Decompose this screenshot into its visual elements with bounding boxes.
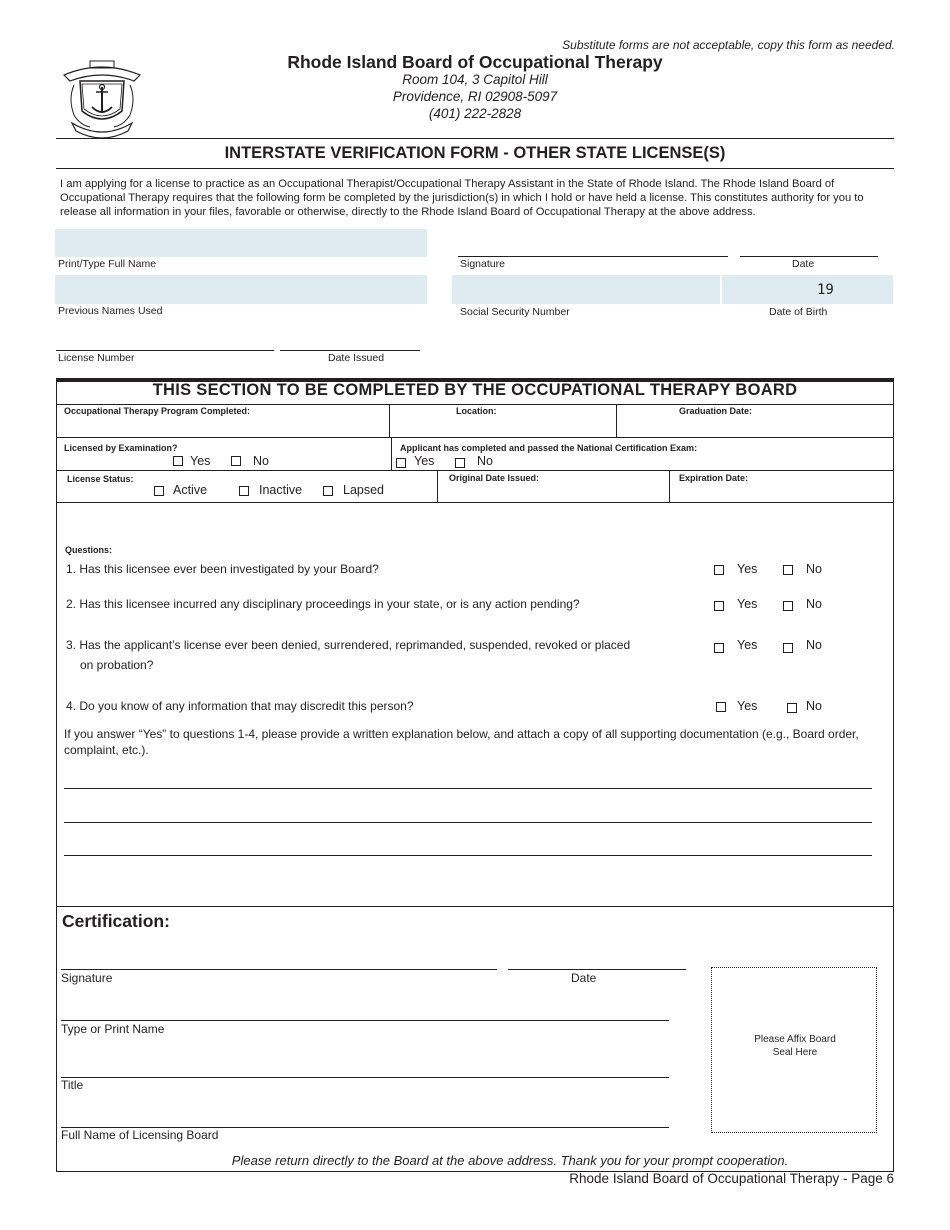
status-active-label: Active <box>173 483 208 497</box>
cert-name-label: Type or Print Name <box>61 1022 165 1036</box>
license-status-label: License Status: <box>67 474 134 484</box>
title-bottom-rule <box>56 168 894 169</box>
signature-label: Signature <box>460 258 505 270</box>
row3-divider-2 <box>669 470 670 502</box>
row2-divider <box>391 437 392 470</box>
cert-title-label: Title <box>61 1078 84 1092</box>
cert-date-label: Date <box>571 971 597 985</box>
question-1-text: 1. Has this licensee ever been investigated by your Board? <box>66 562 379 576</box>
page-footer-label: Rhode Island Board of Occupational Therapy - Page 6 <box>569 1171 894 1186</box>
q4-no-label: No <box>806 699 822 713</box>
row3-bottom-rule <box>56 502 894 503</box>
address-line-1: Room 104, 3 Capitol Hill <box>402 72 548 87</box>
national-exam-no-checkbox[interactable] <box>455 458 465 468</box>
return-note: Please return directly to the Board at the above address. Thank you for your prompt cooperation. <box>231 1153 789 1168</box>
q2-yes-label: Yes <box>737 597 758 611</box>
expiration-date-label: Expiration Date: <box>679 473 749 483</box>
substitute-forms-notice: Substitute forms are not acceptable, copy this form as needed. <box>562 38 895 52</box>
question-3-text-line-2: on probation? <box>80 658 154 672</box>
dob-field-bg <box>722 275 893 304</box>
national-exam-yes-label: Yes <box>414 454 435 468</box>
cert-date-line[interactable] <box>508 969 686 970</box>
cert-signature-line[interactable] <box>61 969 497 970</box>
q2-no-label: No <box>806 597 822 611</box>
status-lapsed-checkbox[interactable] <box>323 486 333 496</box>
q2-no-checkbox[interactable] <box>783 601 793 611</box>
national-exam-yes-checkbox[interactable] <box>396 458 406 468</box>
explanation-line-3[interactable] <box>64 855 872 856</box>
dob-label: Date of Birth <box>769 306 828 318</box>
q3-no-label: No <box>806 638 822 652</box>
original-date-label: Original Date Issued: <box>449 473 540 483</box>
title-top-rule <box>56 138 894 139</box>
licensed-exam-no-checkbox[interactable] <box>231 456 241 466</box>
explanation-instructions: If you answer “Yes” to questions 1-4, please provide a written explanation below, and attach a copy of all supporting documentation (e.g., Board order, complaint, etc.). <box>64 727 859 757</box>
row2-top-rule <box>56 437 894 438</box>
dob-value[interactable]: 19 <box>817 282 834 298</box>
date-issued-line[interactable] <box>280 350 420 351</box>
status-active-checkbox[interactable] <box>154 486 164 496</box>
form-title: INTERSTATE VERIFICATION FORM - OTHER STATE LICENSE(S) <box>224 144 726 162</box>
licensed-exam-yes-checkbox[interactable] <box>173 456 183 466</box>
question-4-text: 4. Do you know of any information that may discredit this person? <box>66 699 414 713</box>
license-number-line[interactable] <box>56 350 274 351</box>
explanation-line-1[interactable] <box>64 788 872 789</box>
status-inactive-checkbox[interactable] <box>239 486 249 496</box>
licensed-exam-no-label: No <box>253 454 269 468</box>
explanation-line-2[interactable] <box>64 822 872 823</box>
program-completed-label: Occupational Therapy Program Completed: <box>64 406 251 416</box>
row1-divider-1 <box>389 404 390 437</box>
question-3-text-line-1: 3. Has the applicant’s license ever been denied, surrendered, reprimanded, suspended, revoked or placed <box>66 638 631 652</box>
address-line-2: Providence, RI 02908-5097 <box>392 89 558 104</box>
license-number-label: License Number <box>58 352 135 364</box>
previous-names-input[interactable] <box>55 275 427 304</box>
board-name-heading: Rhode Island Board of Occupational Therapy <box>287 52 663 72</box>
q4-no-checkbox[interactable] <box>787 703 797 713</box>
status-inactive-label: Inactive <box>259 483 303 497</box>
board-section-title: THIS SECTION TO BE COMPLETED BY THE OCCUPATIONAL THERAPY BOARD <box>152 381 798 399</box>
q2-yes-checkbox[interactable] <box>714 601 724 611</box>
row3-top-rule <box>56 470 894 471</box>
intro-paragraph: I am applying for a license to practice as an Occupational Therapist/Occupational Therapy Assistant in the State of Rhode Island. The Rhode Island Board of Occupational Therapy requires that the following form be completed by the jurisdiction(s) in which I hold or have held a license. This constitutes authority for you to release all information in your files, favorable or otherwise, directly to the Rhode Island Board of Occupational Therapy at the above address. <box>60 178 864 218</box>
row3-divider-1 <box>437 470 438 502</box>
cert-name-line[interactable] <box>61 1020 669 1021</box>
licensed-by-exam-label: Licensed by Examination? <box>64 443 178 453</box>
date-issued-label: Date Issued <box>328 352 385 364</box>
q3-no-checkbox[interactable] <box>783 643 793 653</box>
full-name-label: Print/Type Full Name <box>58 258 157 270</box>
q3-yes-checkbox[interactable] <box>714 643 724 653</box>
date-label: Date <box>792 258 815 270</box>
cert-title-line[interactable] <box>61 1077 669 1078</box>
ssn-label: Social Security Number <box>460 306 570 318</box>
q4-yes-label: Yes <box>737 699 758 713</box>
row1-top-rule <box>56 404 894 405</box>
ssn-input[interactable] <box>452 275 720 304</box>
national-exam-no-label: No <box>477 454 493 468</box>
q4-yes-checkbox[interactable] <box>716 702 726 712</box>
cert-signature-label: Signature <box>61 971 113 985</box>
previous-names-label: Previous Names Used <box>58 305 163 317</box>
questions-heading: Questions: <box>65 545 113 555</box>
row1-divider-2 <box>616 404 617 437</box>
location-label: Location: <box>456 406 497 416</box>
certification-heading: Certification: <box>62 911 170 931</box>
q3-yes-label: Yes <box>737 638 758 652</box>
phone-number: (401) 222-2828 <box>428 106 522 121</box>
certification-top-rule <box>56 906 894 907</box>
national-exam-label: Applicant has completed and passed the National Certification Exam: <box>400 443 698 453</box>
board-seal-text: Please Affix Board Seal Here <box>754 1034 836 1058</box>
date-line[interactable] <box>740 256 878 257</box>
cert-board-name-label: Full Name of Licensing Board <box>61 1128 219 1142</box>
question-2-text: 2. Has this licensee incurred any disciplinary proceedings in your state, or is any action pending? <box>66 597 580 611</box>
q1-yes-label: Yes <box>737 562 758 576</box>
graduation-date-label: Graduation Date: <box>679 406 753 416</box>
licensed-exam-yes-label: Yes <box>190 454 211 468</box>
q1-no-checkbox[interactable] <box>783 565 793 575</box>
signature-line[interactable] <box>458 256 728 257</box>
status-lapsed-label: Lapsed <box>343 483 385 497</box>
q1-no-label: No <box>806 562 822 576</box>
state-seal-logo <box>60 57 144 139</box>
full-name-input[interactable] <box>55 229 427 257</box>
q1-yes-checkbox[interactable] <box>714 565 724 575</box>
